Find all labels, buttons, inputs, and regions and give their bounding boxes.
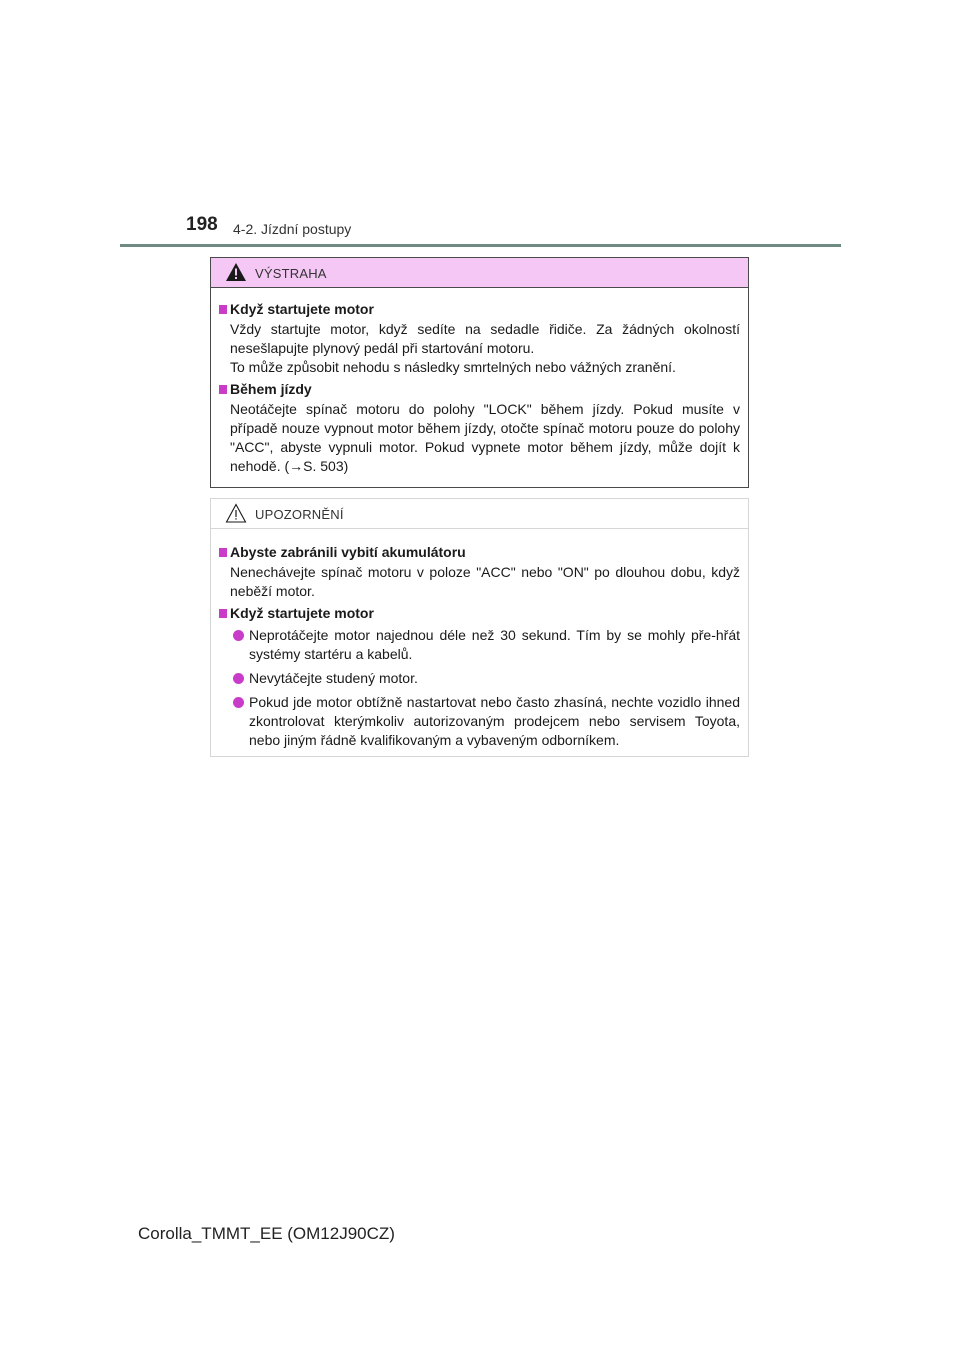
page-number: 198 — [186, 214, 218, 235]
caution-heading-text: Když startujete motor — [230, 605, 374, 621]
warning-box-header — [211, 258, 748, 288]
footer-model: Corolla_TMMT_EE (OM12J90CZ) — [138, 1224, 395, 1243]
list-item-text: Pokud jde motor obtížně nastartovat nebo často zhasíná, nechte vozidlo ihned zkontrolovat kterýmkoliv autorizovaným prodejcem nebo servisem Toyota, nebo jiným řádně kvalifikovaným a vybaveným odborníkem. — [249, 694, 740, 748]
caution-section-heading — [219, 543, 740, 562]
warning-heading-text: Během jízdy — [230, 381, 312, 397]
header-rule — [120, 244, 841, 247]
caution-triangle-outline-icon — [225, 503, 247, 523]
list-item — [219, 626, 740, 664]
caution-paragraph — [219, 563, 740, 601]
warning-title: VÝSTRAHA — [255, 266, 327, 281]
warning-section-heading — [219, 300, 740, 319]
caution-section-heading — [219, 604, 740, 623]
list-item-text: Neprotáčejte motor najednou déle než 30 sekund. Tím by se mohly pře-hřát systémy startéru a kabelů. — [249, 627, 740, 662]
warning-paragraph — [219, 400, 740, 476]
warning-paragraph — [219, 320, 740, 377]
square-bullet-icon — [219, 609, 227, 618]
circle-bullet-icon — [233, 630, 244, 641]
caution-box-header — [211, 499, 748, 529]
warning-heading-text: Když startujete motor — [230, 301, 374, 317]
warning-box — [210, 257, 749, 488]
warning-text: Vždy startujte motor, když sedíte na sedadle řidiče. Za žádných okolností nesešlapujte plynový pedál při startování motoru. — [230, 321, 740, 356]
list-item — [219, 693, 740, 750]
square-bullet-icon — [219, 548, 227, 557]
warning-body — [211, 288, 748, 476]
caution-title: UPOZORNĚNÍ — [255, 507, 344, 522]
caution-heading-text: Abyste zabránili vybití akumulátoru — [230, 544, 466, 560]
list-item — [219, 669, 740, 688]
square-bullet-icon — [219, 305, 227, 314]
section-title: 4-2. Jízdní postupy — [233, 221, 352, 237]
list-item-text: Nevytáčejte studený motor. — [249, 670, 418, 686]
warning-text: Neotáčejte spínač motoru do polohy "LOCK" během jízdy. Pokud musíte v případě nouze vypnout motor během jízdy, otočte spínač motoru pouze do polohy "ACC", abyste vypnuli motor. Pokud vypnete motor během jízdy, může dojít k nehodě. (→S. 503) — [230, 401, 740, 474]
caution-text: Nenechávejte spínač motoru v poloze "ACC" nebo "ON" po dlouhou dobu, když neběží motor. — [230, 564, 740, 599]
warning-section-heading — [219, 380, 740, 399]
caution-box — [210, 498, 749, 757]
warning-text: To může způsobit nehodu s následky smrtelných nebo vážných zranění. — [230, 359, 676, 375]
circle-bullet-icon — [233, 697, 244, 708]
warning-triangle-filled-icon — [225, 262, 247, 282]
square-bullet-icon — [219, 385, 227, 394]
circle-bullet-icon — [233, 673, 244, 684]
caution-body — [211, 529, 748, 750]
